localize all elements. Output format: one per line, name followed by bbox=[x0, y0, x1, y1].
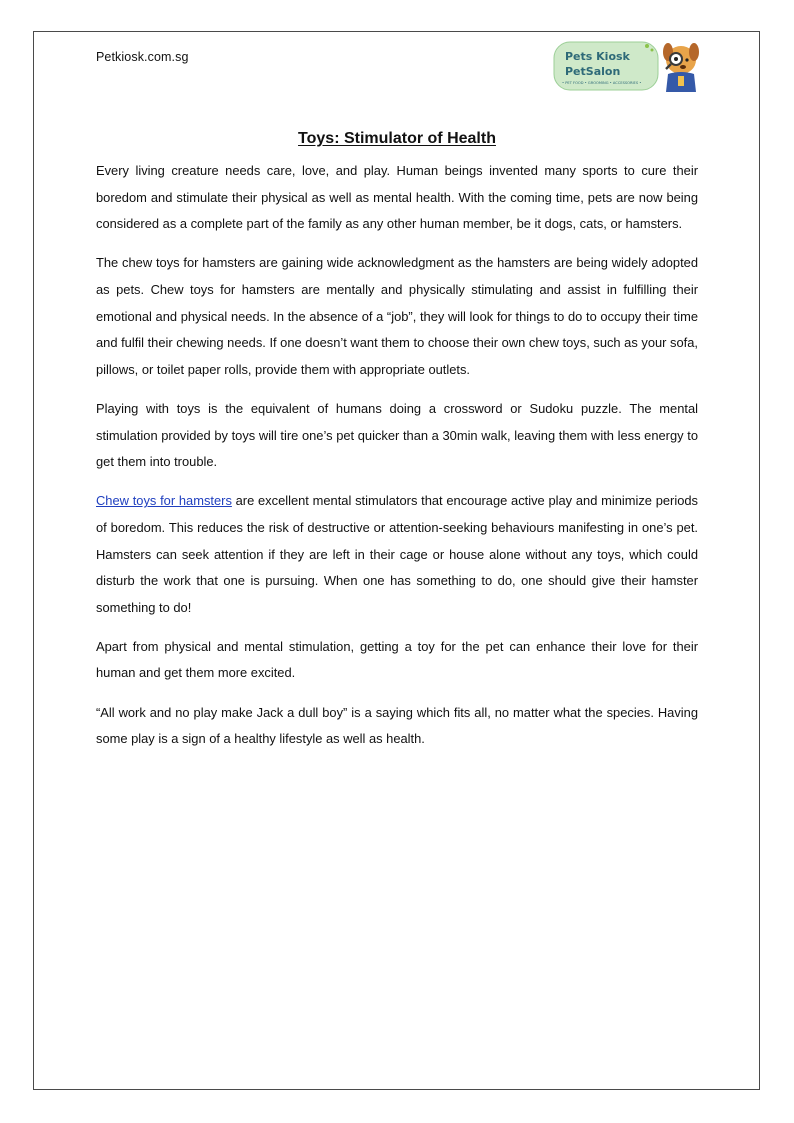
paragraph-5: Apart from physical and mental stimulation, getting a toy for the pet can enhance their love for their human and get them more excited. bbox=[96, 638, 698, 681]
petskiosk-logo bbox=[553, 36, 701, 96]
paragraph-4 bbox=[96, 488, 698, 621]
paragraph-3: Playing with toys is the equivalent of humans doing a crossword or Sudoku puzzle. The mental stimulation provided by toys will tire one’s pet quicker than a 30min walk, leaving them with less energy to get them into trouble. bbox=[96, 400, 698, 470]
paragraph-1: Every living creature needs care, love, and play. Human beings invented many sports to cure their boredom and stimulate their physical as well as mental health. With the coming time, pets are now being considered as a complete part of the family as any other human member, be it dogs, cats, or hamsters. bbox=[96, 163, 698, 232]
paragraph-4-text: are excellent mental stimulators that encourage active play and minimize periods of boredom. This reduces the risk of destructive or attention-seeking behaviours manifesting in one’s pet. Hamsters can seek attention if they are left in their cage or house alone without any toys, which could disturb the work that one is pursuing. When one has something to do, one should give their hamster something to do! bbox=[96, 493, 698, 615]
logo-tagline: • PET FOOD • GROOMING • ACCESSORIES • bbox=[562, 81, 642, 85]
dog-mascot-icon bbox=[663, 43, 699, 92]
chew-toys-link[interactable]: Chew toys for hamsters bbox=[96, 493, 232, 509]
logo-line2: PetSalon bbox=[565, 65, 621, 78]
paragraph-2: The chew toys for hamsters are gaining wide acknowledgment as the hamsters are being widely adopted as pets. Chew toys for hamsters are mentally and physically stimulating and assist in fulfilling their emotional and physical needs. In the absence of a “job”, they will look for things to do to occupy their time and fulfil their chewing needs. If one doesn’t want them to choose their own chew toys, such as your sofa, pillows, or toilet paper rolls, provide them with appropriate outlets. bbox=[96, 255, 698, 377]
logo-line1: Pets Kiosk bbox=[565, 50, 630, 63]
site-name: Petkiosk.com.sg bbox=[96, 50, 189, 64]
article-title: Toys: Stimulator of Health bbox=[298, 130, 496, 147]
article-body bbox=[96, 158, 698, 765]
paragraph-6: “All work and no play make Jack a dull boy” is a saying which fits all, no matter what the species. Having some play is a sign of a healthy lifestyle as well as health. bbox=[96, 704, 698, 747]
